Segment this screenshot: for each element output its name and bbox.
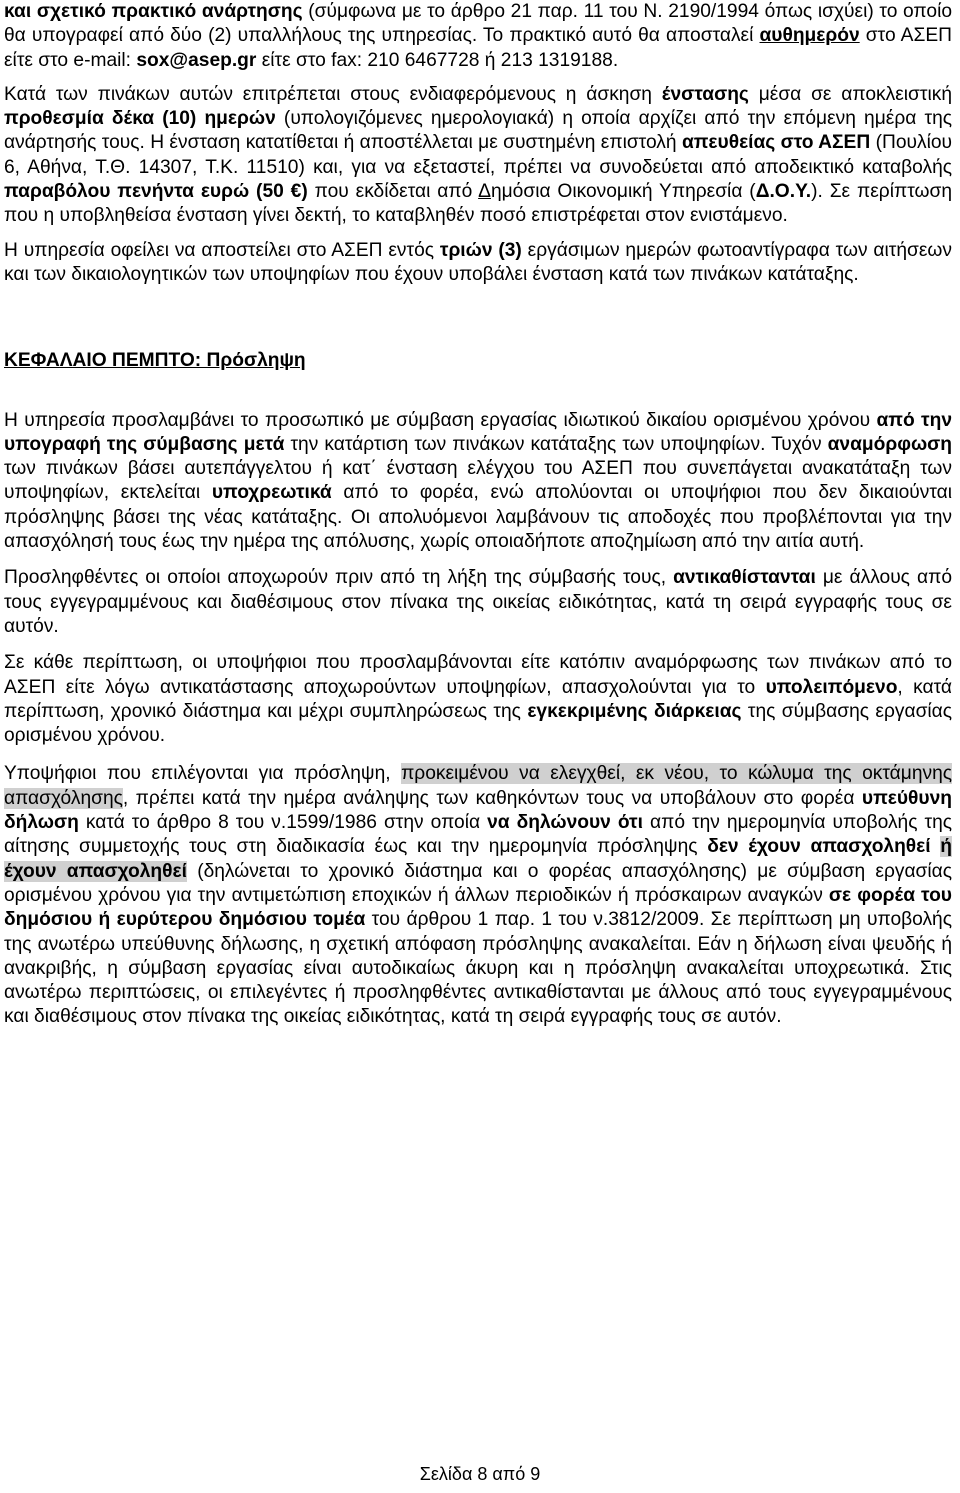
text-run: Η υπηρεσία οφείλει να αποστείλει στο ΑΣΕΠ εντός xyxy=(4,239,440,261)
chapter-heading: ΚΕΦΑΛΑΙΟ ΠΕΜΠΤΟ: Πρόσληψη xyxy=(4,350,306,372)
paragraph-posting-minutes xyxy=(4,0,952,73)
paragraph-replacement xyxy=(4,566,952,639)
text-run: ). Σε περίπτωση που η υποβληθείσα ένσταση γίνει δεκτή, το καταβληθέν ποσό επιστρέφεται στον ενιστάμενο. xyxy=(4,181,953,227)
text-run: υπεύθυνη δήλωση xyxy=(4,787,952,834)
text-run: sox@asep.gr xyxy=(136,49,257,71)
text-run: είτε στο fax: 210 6467728 ή 213 1319188. xyxy=(256,49,619,71)
text-run: Προσληφθέντες οι οποίοι αποχωρούν πριν από τη λήξη της σύμβασής τους, xyxy=(4,567,674,589)
paragraph-hiring xyxy=(4,409,952,555)
text-run: στο ΑΣΕΠ είτε στο e-mail: xyxy=(4,25,952,71)
text-run: των πινάκων βάσει αυτεπάγγελτου ή κατ΄ ένσταση ελέγχου του ΑΣΕΠ που συνεπάγεται ανακατάταξη των υποψηφίων, εκτελείται xyxy=(4,458,952,504)
text-run: από την ημερομηνία υποβολής της αίτησης συμμετοχής τους στη διαδικασία έως και την ημερομηνία πρόσληψης xyxy=(4,812,953,858)
text-run: μέσα σε αποκλειστική xyxy=(748,83,952,105)
text-run: , πρέπει κατά την ημέρα ανάληψης των καθηκόντων τους να υποβάλουν στο φορέα xyxy=(122,787,862,809)
text-run: υποχρεωτικά xyxy=(211,482,332,504)
text-run: σε φορέα του δημόσιου ή ευρύτερου δημόσιου τομέα xyxy=(4,884,952,931)
text-run: δεν έχουν απασχοληθεί xyxy=(707,836,941,858)
text-run: από το φορέα, ενώ απολύονται οι υποψήφιοι που δεν δικαιούνται πρόσληψης βάσει της νέας κατάταξης. Οι απολυόμενοι λαμβάνουν τις αποδοχές που προβλέπονται για την απασχόλησή τους έως την ημέρα της απόλυσης, χωρίς οποιαδήποτε αποζημίωση από την αιτία αυτή. xyxy=(4,482,953,553)
text-run: εργάσιμων ημερών φωτοαντίγραφα των αιτήσεων και των δικαιολογητικών των υποψηφίων που έχουν υποβάλει ένσταση κατά των πινάκων κατάταξης. xyxy=(4,239,952,285)
text-run: απευθείας στο ΑΣΕΠ xyxy=(681,132,871,154)
text-run: ή έχουν απασχοληθεί xyxy=(4,836,953,882)
text-run: ένστασης xyxy=(661,83,749,105)
text-run: , κατά περίπτωση, χρονικό διάστημα και μέχρι συμπληρώσεως της xyxy=(4,676,952,722)
text-run: υπολειπόμενο xyxy=(765,676,898,698)
text-run: Δ.Ο.Υ. xyxy=(755,181,812,203)
text-run: (υπολογιζόμενες ημερολογιακά) η οποία αρχίζει από την επόμενη ημέρα της ανάρτησής τους. Η ένσταση κατατίθεται ή αποστέλλεται με συστημένη επιστολή xyxy=(4,108,952,154)
page-footer: Σελίδα 8 από 9 xyxy=(419,1464,541,1484)
text-run: που εκδίδεται από xyxy=(307,181,479,203)
text-run: παραβόλου πενήντα ευρώ (50 €) xyxy=(4,181,308,203)
text-run: Κατά των πινάκων αυτών επιτρέπεται στους ενδιαφερόμενους η άσκηση xyxy=(4,83,662,105)
text-run: αναμόρφωση xyxy=(827,433,953,455)
text-run: την κατάρτιση των πινάκων κατάταξης των υποψηφίων. Τυχόν xyxy=(284,433,828,455)
text-run: αντικαθίστανται xyxy=(673,567,816,589)
text-run: αυθημερόν xyxy=(759,25,860,47)
text-run: και σχετικό πρακτικό ανάρτησης xyxy=(4,1,303,22)
paragraph-service-obligation xyxy=(4,239,952,288)
text-run: τριών (3) xyxy=(439,239,522,261)
text-run: (δηλώνεται το χρονικό διάστημα και ο φορέας απασχόλησης) με σύμβαση εργασίας ορισμένου χρόνου για την αντιμετώπιση εποχικών ή άλλων περιοδικών ή πρόσκαιρων αναγκών xyxy=(4,860,952,906)
paragraph-solemn-declaration xyxy=(4,762,952,1029)
text-run: εγκεκριμένης διάρκειας xyxy=(527,700,742,722)
text-run: Σε κάθε περίπτωση, οι υποψήφιοι που προσλαμβάνονται είτε κατόπιν αναμόρφωσης των πινάκων από το ΑΣΕΠ είτε λόγω αντικατάστασης αποχωρούντων υποψηφίων, απασχολούνται για το xyxy=(4,652,952,698)
text-run: του άρθρου 1 παρ. 1 του ν.3812/2009. Σε περίπτωση μη υποβολής της ανωτέρω υπεύθυνης δήλωσης, η σχετική απόφαση πρόσληψης ανακαλείται. Εάν η δήλωση είναι ψευδής ή ανακριβής, η σύμβαση εργασίας είναι αυτοδικαίως άκυρη και η πρόσληψη ανακαλείται υποχρεωτικά. Στις ανωτέρω περιπτώσεις, οι επιλεγέντες ή προσληφθέντες αντικαθίστανται με άλλους από τους εγγεγραμμένους και διαθέσιμους στον πίνακα της οικείας ειδικότητας, κατά τη σειρά εγγραφής τους σε αυτόν. xyxy=(4,909,952,1028)
text-run: από την υπογραφή της σύμβασης μετά xyxy=(4,409,952,455)
text-run: (Πουλίου 6, Αθήνα, Τ.Θ. 14307, Τ.Κ. 11510) και, για να εξεταστεί, πρέπει να συνοδεύεται από αποδεικτικό καταβολής xyxy=(4,132,952,178)
text-run: ημόσια Οικονομική Υπηρεσία ( xyxy=(490,181,756,203)
paragraph-remaining-duration xyxy=(4,651,952,748)
text-run: Υποψήφιοι που επιλέγονται για πρόσληψη, xyxy=(4,763,402,785)
text-run: προθεσμία δέκα (10) ημερών xyxy=(4,108,276,130)
text-run: της σύμβασης εργασίας ορισμένου χρόνου. xyxy=(4,700,953,747)
text-run: προκειμένου να ελεγχθεί, εκ νέου, το κώλυμα της οκτάμηνης απασχόλησης xyxy=(4,763,952,809)
text-run: με άλλους από τους εγγεγραμμένους και διαθέσιμους στον πίνακα της οικείας ειδικότητας, κατά τη σειρά εγγραφής τους σε αυτόν. xyxy=(4,567,952,637)
text-run: Δ xyxy=(478,181,491,203)
text-run: να δηλώνουν ότι xyxy=(487,812,643,834)
paragraph-objection xyxy=(4,83,952,229)
text-run: κατά το άρθρο 8 του ν.1599/1986 στην οποία xyxy=(78,812,488,834)
text-run: Η υπηρεσία προσλαμβάνει το προσωπικό με σύμβαση εργασίας ιδιωτικού δικαίου ορισμένου χρόνου xyxy=(4,409,877,431)
text-run: (σύμφωνα με το άρθρο 21 παρ. 11 του Ν. 2190/1994 όπως ισχύει) το οποίο θα υπογραφεί από δύο (2) υπαλλήλους της υπηρεσίας. Το πρακτικό αυτό θα αποσταλεί xyxy=(4,1,953,47)
